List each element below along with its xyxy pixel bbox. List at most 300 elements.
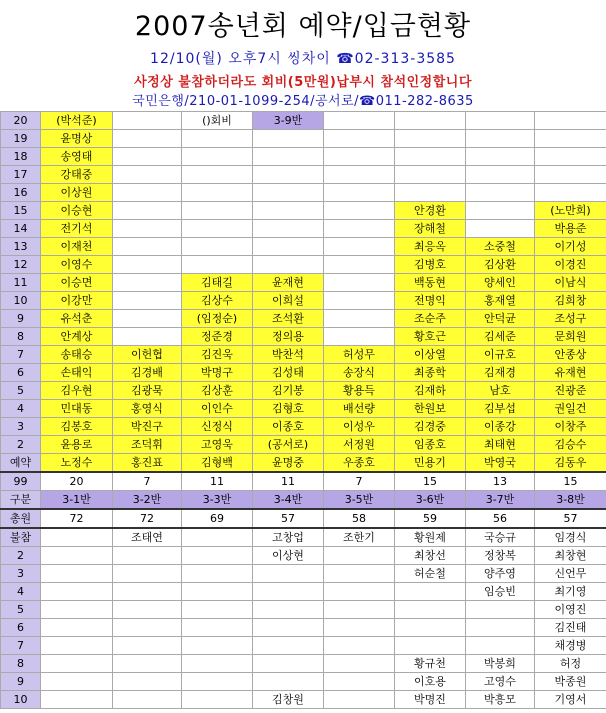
table-cell: 우종호 [324, 454, 395, 473]
table-row [1, 528, 606, 547]
table-cell [324, 601, 395, 619]
table-cell: 김창원 [253, 691, 324, 709]
table-cell [41, 619, 113, 637]
table-cell: 안계상 [41, 328, 113, 346]
table-cell: 57 [535, 509, 606, 528]
table-cell: 송영태 [41, 148, 113, 166]
table-cell: 박명구 [182, 364, 253, 382]
row-label: 18 [1, 148, 41, 166]
table-row [1, 148, 606, 166]
table-cell [182, 184, 253, 202]
row-label: 13 [1, 238, 41, 256]
row-label: 2 [1, 436, 41, 454]
table-cell: 민대동 [41, 400, 113, 418]
table-cell: 안덕균 [466, 310, 535, 328]
table-cell: 3-6반 [395, 491, 466, 510]
table-cell: 김재하 [395, 382, 466, 400]
table-cell [113, 202, 182, 220]
table-cell: 임경식 [535, 528, 606, 547]
table-cell [253, 256, 324, 274]
table-cell [535, 112, 606, 130]
table-row [1, 256, 606, 274]
row-label: 19 [1, 130, 41, 148]
table-cell: 조덕휘 [113, 436, 182, 454]
table-row [1, 436, 606, 454]
table-cell: 이희설 [253, 292, 324, 310]
table-cell: 서정원 [324, 436, 395, 454]
table-cell: 이승현 [41, 202, 113, 220]
table-cell: 진광준 [535, 382, 606, 400]
table-cell: 13 [466, 472, 535, 491]
table-cell [253, 202, 324, 220]
table-cell: 이경진 [535, 256, 606, 274]
table-row [1, 637, 606, 655]
table-cell [253, 184, 324, 202]
row-label: 불참 [1, 528, 41, 547]
table-cell: 양세인 [466, 274, 535, 292]
table-cell [466, 166, 535, 184]
table-cell: 윤명중 [253, 454, 324, 473]
table-row [1, 166, 606, 184]
table-cell: 박용준 [535, 220, 606, 238]
table-cell: 김상수 [182, 292, 253, 310]
table-row [1, 292, 606, 310]
table-cell: 11 [182, 472, 253, 491]
table-cell: 김경배 [113, 364, 182, 382]
table-cell [113, 655, 182, 673]
table-cell: 박영국 [466, 454, 535, 473]
table-cell [253, 148, 324, 166]
table-cell: 송장식 [324, 364, 395, 382]
table-cell: 이상열 [395, 346, 466, 364]
table-cell [324, 328, 395, 346]
table-cell: 7 [324, 472, 395, 491]
table-cell [466, 220, 535, 238]
table-cell: 황원제 [395, 528, 466, 547]
table-cell: 정준경 [182, 328, 253, 346]
table-cell [466, 148, 535, 166]
table-cell: 이남식 [535, 274, 606, 292]
table-cell: 20 [41, 472, 113, 491]
table-cell: 신정식 [182, 418, 253, 436]
table-cell [182, 256, 253, 274]
table-cell [324, 310, 395, 328]
table-cell: 임승빈 [466, 583, 535, 601]
table-cell [41, 565, 113, 583]
table-cell [182, 601, 253, 619]
table-row [1, 418, 606, 436]
table-cell [466, 184, 535, 202]
table-cell [182, 637, 253, 655]
table-cell: 임종호 [395, 436, 466, 454]
row-label: 2 [1, 547, 41, 565]
table-cell [41, 637, 113, 655]
table-cell: 이재천 [41, 238, 113, 256]
table-cell [253, 601, 324, 619]
table-cell [324, 691, 395, 709]
table-cell [182, 691, 253, 709]
table-cell: 윤재현 [253, 274, 324, 292]
table-cell: 유재현 [535, 364, 606, 382]
table-cell: 홍진표 [113, 454, 182, 473]
table-row [1, 509, 606, 528]
table-cell [41, 691, 113, 709]
table-cell: 조태연 [113, 528, 182, 547]
table-cell [41, 528, 113, 547]
table-cell [182, 202, 253, 220]
table-cell: 김재경 [466, 364, 535, 382]
table-cell: 11 [253, 472, 324, 491]
table-cell [113, 691, 182, 709]
table-cell: 홍재열 [466, 292, 535, 310]
table-cell: 72 [113, 509, 182, 528]
table-cell: 유석춘 [41, 310, 113, 328]
table-cell [113, 673, 182, 691]
table-row [1, 491, 606, 510]
row-label: 10 [1, 292, 41, 310]
table-cell [113, 292, 182, 310]
table-cell [395, 601, 466, 619]
table-cell: 3-5반 [324, 491, 395, 510]
table-cell [182, 547, 253, 565]
table-cell: 박종원 [535, 673, 606, 691]
table-cell: 전명익 [395, 292, 466, 310]
row-label: 15 [1, 202, 41, 220]
table-cell: 정창복 [466, 547, 535, 565]
table-cell: 이상원 [41, 184, 113, 202]
table-cell: 국승규 [466, 528, 535, 547]
row-label: 12 [1, 256, 41, 274]
row-label: 10 [1, 691, 41, 709]
table-row [1, 583, 606, 601]
table-cell: 김동우 [535, 454, 606, 473]
table-cell: 김성태 [253, 364, 324, 382]
table-cell [395, 184, 466, 202]
table-cell: 박명진 [395, 691, 466, 709]
table-cell [395, 583, 466, 601]
table-cell: 한원보 [395, 400, 466, 418]
table-cell [113, 166, 182, 184]
table-cell [395, 130, 466, 148]
table-cell [324, 220, 395, 238]
table-cell: 기영서 [535, 691, 606, 709]
table-cell: 이호용 [395, 673, 466, 691]
row-label: 8 [1, 655, 41, 673]
table-cell: 3-1반 [41, 491, 113, 510]
table-cell [466, 202, 535, 220]
table-cell [324, 637, 395, 655]
table-cell: 강태중 [41, 166, 113, 184]
table-cell [113, 637, 182, 655]
table-cell [324, 148, 395, 166]
table-cell: 김진태 [535, 619, 606, 637]
table-cell: 김부섭 [466, 400, 535, 418]
row-label: 3 [1, 418, 41, 436]
table-cell [395, 637, 466, 655]
table-cell [466, 601, 535, 619]
table-cell [253, 220, 324, 238]
table-cell [182, 148, 253, 166]
table-cell: 김상환 [466, 256, 535, 274]
table-row [1, 565, 606, 583]
table-cell [324, 238, 395, 256]
table-cell: 이기성 [535, 238, 606, 256]
table-cell [182, 583, 253, 601]
table-row [1, 112, 606, 130]
row-label: 6 [1, 619, 41, 637]
table-cell: 양주영 [466, 565, 535, 583]
table-cell [113, 148, 182, 166]
table-cell [41, 583, 113, 601]
table-cell: 황용득 [324, 382, 395, 400]
table-cell: 3-3반 [182, 491, 253, 510]
table-row [1, 184, 606, 202]
table-cell: 박봉희 [466, 655, 535, 673]
table-cell [113, 619, 182, 637]
table-cell: 송태승 [41, 346, 113, 364]
table-cell [182, 238, 253, 256]
table-row [1, 130, 606, 148]
table-cell: 이창주 [535, 418, 606, 436]
table-cell [324, 619, 395, 637]
table-cell [324, 292, 395, 310]
table-cell: 57 [253, 509, 324, 528]
table-cell: 윤명상 [41, 130, 113, 148]
table-cell [324, 112, 395, 130]
table-cell: 윤용로 [41, 436, 113, 454]
table-cell: 조순주 [395, 310, 466, 328]
row-label: 14 [1, 220, 41, 238]
table-cell [253, 583, 324, 601]
table-cell [324, 274, 395, 292]
bank-info: 국민은행/210-01-1099-254/공서로/☎011-282-8635 [132, 94, 474, 109]
table-cell: 신언무 [535, 565, 606, 583]
table-cell [113, 565, 182, 583]
table-cell: 황호근 [395, 328, 466, 346]
table-cell: 최태현 [466, 436, 535, 454]
table-row [1, 400, 606, 418]
table-cell [324, 565, 395, 583]
table-cell: 이강만 [41, 292, 113, 310]
table-row [1, 691, 606, 709]
table-row [1, 364, 606, 382]
table-cell: 김경중 [395, 418, 466, 436]
table-cell: 김태길 [182, 274, 253, 292]
table-cell: 58 [324, 509, 395, 528]
table-cell: 이인수 [182, 400, 253, 418]
table-cell: 최응옥 [395, 238, 466, 256]
table-cell: 김우현 [41, 382, 113, 400]
table-cell [324, 256, 395, 274]
row-label: 7 [1, 637, 41, 655]
row-label: 9 [1, 673, 41, 691]
table-cell [324, 130, 395, 148]
table-cell [395, 148, 466, 166]
table-row [1, 655, 606, 673]
table-cell: 김형백 [182, 454, 253, 473]
table-cell [113, 130, 182, 148]
row-label: 6 [1, 364, 41, 382]
table-cell [113, 547, 182, 565]
table-cell: 백동현 [395, 274, 466, 292]
table-cell: 황규천 [395, 655, 466, 673]
table-cell [253, 673, 324, 691]
table-cell: 안종상 [535, 346, 606, 364]
page-title: 2007송년회 예약/입금현황 [134, 11, 472, 42]
table-cell: 김세준 [466, 328, 535, 346]
table-cell: 3-7반 [466, 491, 535, 510]
table-row [1, 238, 606, 256]
table-cell: 이승면 [41, 274, 113, 292]
table-cell [466, 112, 535, 130]
table-cell: 권일건 [535, 400, 606, 418]
table-cell: 김상훈 [182, 382, 253, 400]
table-cell: 김병호 [395, 256, 466, 274]
table-row [1, 547, 606, 565]
table-cell: 3-4반 [253, 491, 324, 510]
table-cell: 고창업 [253, 528, 324, 547]
row-label: 3 [1, 565, 41, 583]
table-cell: 김봉호 [41, 418, 113, 436]
table-cell: 김형호 [253, 400, 324, 418]
table-cell: 15 [395, 472, 466, 491]
table-row [1, 382, 606, 400]
reservation-table [0, 111, 606, 709]
table-cell: 고영수 [466, 673, 535, 691]
table-row [1, 601, 606, 619]
table-cell: 노정수 [41, 454, 113, 473]
table-cell [324, 583, 395, 601]
table-cell: (박석준) [41, 112, 113, 130]
table-cell: 배선량 [324, 400, 395, 418]
table-cell: 허순철 [395, 565, 466, 583]
table-cell: 최종학 [395, 364, 466, 382]
row-label: 20 [1, 112, 41, 130]
table-cell [535, 166, 606, 184]
table-cell: 남호 [466, 382, 535, 400]
table-cell [324, 166, 395, 184]
row-label: 17 [1, 166, 41, 184]
table-cell [41, 655, 113, 673]
table-cell [535, 184, 606, 202]
table-cell [182, 166, 253, 184]
table-cell: 69 [182, 509, 253, 528]
table-cell [324, 184, 395, 202]
table-cell [113, 238, 182, 256]
table-cell: 손태익 [41, 364, 113, 382]
table-cell: 최창선 [395, 547, 466, 565]
table-cell [253, 565, 324, 583]
row-label: 7 [1, 346, 41, 364]
table-cell: (임정순) [182, 310, 253, 328]
table-cell: 조성구 [535, 310, 606, 328]
row-label: 총원 [1, 509, 41, 528]
table-cell: 이영수 [41, 256, 113, 274]
row-label: 예약 [1, 454, 41, 473]
table-cell: 이헌협 [113, 346, 182, 364]
table-cell: 김희창 [535, 292, 606, 310]
event-info: 12/10(월) 오후7시 씽차이 ☎02-313-3585 [150, 51, 456, 67]
table-cell [395, 112, 466, 130]
row-label: 8 [1, 328, 41, 346]
table-cell [182, 619, 253, 637]
table-cell [182, 673, 253, 691]
table-cell [41, 601, 113, 619]
row-label: 4 [1, 583, 41, 601]
table-cell [182, 220, 253, 238]
table-cell: (공서로) [253, 436, 324, 454]
table-cell [41, 547, 113, 565]
table-cell: (노만희) [535, 202, 606, 220]
table-cell [253, 637, 324, 655]
table-cell: 민용기 [395, 454, 466, 473]
table-cell: 3-8반 [535, 491, 606, 510]
table-cell: 홍영식 [113, 400, 182, 418]
row-label: 5 [1, 601, 41, 619]
table-cell: 이성우 [324, 418, 395, 436]
table-cell [113, 220, 182, 238]
table-row [1, 220, 606, 238]
table-cell: 이종강 [466, 418, 535, 436]
table-cell: 최기영 [535, 583, 606, 601]
table-row [1, 202, 606, 220]
table-cell: 15 [535, 472, 606, 491]
table-cell [395, 166, 466, 184]
row-label: 5 [1, 382, 41, 400]
table-cell: 김기봉 [253, 382, 324, 400]
table-cell: 김승수 [535, 436, 606, 454]
table-cell: 3-2반 [113, 491, 182, 510]
table-cell: 소중철 [466, 238, 535, 256]
table-cell: 정의용 [253, 328, 324, 346]
table-cell [324, 202, 395, 220]
table-cell [324, 673, 395, 691]
table-cell: 이규호 [466, 346, 535, 364]
row-label: 4 [1, 400, 41, 418]
table-cell [535, 148, 606, 166]
table-cell: 김광묵 [113, 382, 182, 400]
table-cell [324, 655, 395, 673]
table-row [1, 472, 606, 491]
table-cell: 이영진 [535, 601, 606, 619]
table-row [1, 619, 606, 637]
table-cell [466, 619, 535, 637]
table-cell [182, 528, 253, 547]
table-row [1, 310, 606, 328]
row-label: 구분 [1, 491, 41, 510]
table-cell [324, 547, 395, 565]
row-label: 9 [1, 310, 41, 328]
table-cell: 문희원 [535, 328, 606, 346]
table-cell [113, 601, 182, 619]
table-cell [253, 166, 324, 184]
table-row [1, 673, 606, 691]
table-cell [466, 637, 535, 655]
table-cell [113, 310, 182, 328]
table-cell: 56 [466, 509, 535, 528]
table-cell [113, 274, 182, 292]
table-cell: 박진구 [113, 418, 182, 436]
table-cell [253, 238, 324, 256]
table-cell: 박찬석 [253, 346, 324, 364]
table-cell: ()회비 [182, 112, 253, 130]
table-cell: 최창현 [535, 547, 606, 565]
table-cell [113, 256, 182, 274]
table-cell: 이종호 [253, 418, 324, 436]
table-cell: 김진욱 [182, 346, 253, 364]
table-cell [113, 583, 182, 601]
table-row [1, 454, 606, 473]
